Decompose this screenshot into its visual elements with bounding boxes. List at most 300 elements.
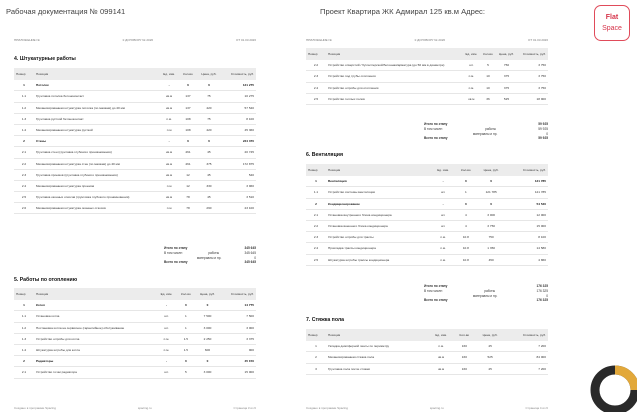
materials-label: материалы и пр.: [472, 131, 498, 136]
row-cost: 172 875: [221, 158, 256, 169]
row-unit: п.м.: [429, 341, 454, 352]
total-value: 59 925: [538, 122, 548, 126]
row-position: Грунтовка пола после стяжки: [326, 363, 429, 374]
materials-label: материалы и пр.: [196, 255, 222, 260]
estimate-table-heating-cont: [306, 48, 548, 105]
table-row: [14, 113, 256, 124]
row-cost: 7 200: [505, 363, 548, 374]
col-price: Цена, руб.: [496, 48, 518, 60]
row-position: Механизированная стяжка пола: [326, 352, 429, 363]
row-unit: п.м.: [462, 71, 480, 82]
row-number: 1.4: [14, 344, 34, 355]
table-row: [306, 341, 548, 352]
estimate-table-heating: [14, 288, 256, 379]
row-price: 0: [476, 198, 506, 209]
row-price: 375: [197, 158, 221, 169]
row-cost: 121 785: [506, 187, 548, 198]
table-row: [14, 344, 256, 355]
table-row: [14, 136, 256, 147]
page-meta: [14, 38, 256, 42]
row-cost: 121 785: [506, 176, 548, 187]
row-position: Стены: [34, 136, 159, 147]
section-title: 6. Вентиляция: [306, 152, 343, 158]
row-cost: 8 100: [506, 232, 548, 243]
row-qty: 10.8: [455, 232, 476, 243]
stage-totals: [164, 246, 256, 265]
table-row: [306, 363, 548, 374]
row-cost: 10 275: [221, 91, 256, 102]
row-price: 7 500: [195, 311, 220, 322]
row-unit: п.м: [159, 124, 179, 135]
table-row: [14, 102, 256, 113]
row-unit: п.м.: [156, 333, 177, 344]
total-label: Итого по этапу: [424, 284, 448, 288]
col-pos: Позиция: [34, 68, 159, 80]
row-number: 2.4: [14, 180, 34, 191]
meta-contract: К ДОГОВОРУ № 2026: [122, 38, 154, 42]
row-number: 2.4: [306, 243, 326, 254]
row-price: 3 000: [195, 367, 220, 378]
table-header: [14, 68, 256, 80]
row-position: Устройство теплых полов: [326, 93, 462, 104]
row-cost: 45 360: [221, 124, 256, 135]
table-row: [14, 300, 256, 311]
col-price: Цена, руб.: [476, 164, 506, 176]
row-price: 450: [476, 254, 506, 265]
logo-line2: Space: [602, 25, 622, 32]
row-number: 1: [14, 300, 34, 311]
row-position: Устройство штробы для котла: [34, 333, 156, 344]
row-price: 375: [496, 71, 518, 82]
row-qty: 108: [179, 124, 196, 135]
table-row: [14, 311, 256, 322]
row-qty: 160: [454, 363, 476, 374]
decorative-ring-icon: [585, 360, 637, 412]
row-unit: п.м.: [431, 232, 455, 243]
row-number: 1.1: [306, 187, 326, 198]
row-unit: кв.м: [429, 363, 454, 374]
row-price: 45: [197, 147, 221, 158]
row-qty: 12: [179, 180, 196, 191]
row-cost: 18 900: [517, 93, 548, 104]
row-position: Устройство системы вентиляции: [326, 187, 431, 198]
row-qty: 0: [179, 136, 196, 147]
table-row: [306, 220, 548, 231]
row-number: 2.5: [306, 254, 326, 265]
row-cost: 12 000: [506, 209, 548, 220]
table-row: [306, 352, 548, 363]
row-number: 2.1: [14, 147, 34, 158]
col-pos: Позиция: [326, 329, 429, 341]
row-price: 45: [197, 192, 221, 203]
materials-value: 0: [546, 131, 548, 136]
row-number: 1.4: [14, 124, 34, 135]
footer-credit: Создано в программе Spacing: [306, 406, 348, 410]
row-position: Механизированная штукатурка потолка (по маякам) до 40 мм: [34, 102, 159, 113]
col-pos: Позиция: [326, 164, 431, 176]
row-price: 330: [197, 180, 221, 191]
row-position: Устройство штробы для отопления: [326, 82, 462, 93]
table-row: [306, 93, 548, 104]
row-cost: 3 510: [221, 192, 256, 203]
row-cost: 3 000: [220, 322, 256, 333]
page-footer: [14, 406, 256, 410]
row-price: 1 350: [476, 243, 506, 254]
table-row: [306, 254, 548, 265]
row-unit: п.м.: [156, 344, 177, 355]
table-row: [14, 356, 256, 367]
col-cost: Стоимость, руб.: [221, 68, 256, 80]
row-number: 2.2: [14, 158, 34, 169]
footer-page: Страница 3 из 6: [233, 406, 256, 410]
row-cost: 15 000: [506, 220, 548, 231]
row-unit: п.м.: [431, 254, 455, 265]
footer-credit: Создано в программе Spacing: [14, 406, 56, 410]
meta-appendix: ПРИЛОЖЕНИЕ №: [306, 38, 332, 42]
row-qty: 160: [454, 352, 476, 363]
col-num: Номер: [306, 329, 326, 341]
col-price: Цена, руб.: [475, 329, 505, 341]
row-position: Прокладка трассы кондиционера: [326, 243, 431, 254]
row-cost: 7 500: [220, 311, 256, 322]
col-num: Номер: [14, 68, 34, 80]
row-price: 3 000: [476, 209, 506, 220]
row-cost: 3 960: [221, 180, 256, 191]
col-num: Номер: [306, 48, 326, 60]
table-header: [306, 164, 548, 176]
section-title: 5. Работы по отоплению: [14, 277, 78, 283]
table-row: [306, 187, 548, 198]
section-title: 7. Стяжка пола: [306, 317, 345, 323]
table-row: [306, 176, 548, 187]
row-cost: 7 200: [505, 341, 548, 352]
col-qty: Кол-во: [454, 329, 476, 341]
row-position: Штукатурка штробы трассы кондиционера: [326, 254, 431, 265]
row-unit: кв.м: [429, 352, 454, 363]
total-label: Итого по этапу: [424, 122, 448, 126]
total-label: Итого по этапу: [164, 246, 188, 250]
meta-appendix: ПРИЛОЖЕНИЕ №: [14, 38, 40, 42]
row-qty: 1: [177, 322, 195, 333]
col-unit: Ед. изм.: [159, 68, 179, 80]
row-unit: -: [431, 198, 455, 209]
row-price: 420: [197, 124, 221, 135]
row-number: 2: [306, 198, 326, 209]
row-qty: 461: [179, 147, 196, 158]
works-label: работы: [484, 288, 496, 293]
row-position: Радиаторы: [34, 356, 156, 367]
row-price: 525: [496, 93, 518, 104]
row-number: 1: [14, 80, 34, 91]
col-qty: Кол-во: [480, 48, 495, 60]
row-position: Механизированная штукатурка проемов: [34, 180, 159, 191]
row-position: Кондиционирование: [326, 198, 431, 209]
col-unit: Ед. изм.: [431, 164, 455, 176]
row-cost: 3 750: [517, 71, 548, 82]
materials-value: 0: [546, 293, 548, 298]
row-price: 45: [197, 169, 221, 180]
grand-total-label: Всего по этапу: [424, 298, 448, 303]
col-pos: Позиция: [326, 48, 462, 60]
row-number: 2: [14, 356, 34, 367]
grand-total-value: 345 645: [244, 260, 256, 265]
col-cost: Стоимость, руб.: [506, 164, 548, 176]
table-row: [14, 147, 256, 158]
row-number: 2.1: [14, 367, 34, 378]
grand-total-label: Всего по этапу: [424, 136, 448, 141]
row-unit: шт.: [431, 220, 455, 231]
row-cost: 20 745: [221, 147, 256, 158]
table-row: [306, 243, 548, 254]
row-number: 1.2: [14, 322, 34, 333]
row-unit: кв.м: [159, 169, 179, 180]
row-unit: -: [159, 136, 179, 147]
row-qty: 10: [480, 82, 495, 93]
table-row: [14, 322, 256, 333]
row-qty: 4: [455, 220, 476, 231]
row-price: 0: [197, 80, 221, 91]
row-price: 0: [476, 176, 506, 187]
total-value: 345 645: [244, 246, 256, 250]
grand-total-value: 59 925: [538, 136, 548, 141]
works-value: 345 645: [244, 250, 256, 255]
row-price: 3 000: [195, 322, 220, 333]
estimate-table-plaster: [14, 68, 256, 214]
row-unit: шт.: [462, 60, 480, 71]
table-row: [14, 80, 256, 91]
row-number: 1: [306, 341, 326, 352]
row-unit: п.м.: [159, 113, 179, 124]
row-position: Механизированная штукатурка стен (по маякам) до 40 мм: [34, 158, 159, 169]
row-cost: 900: [220, 344, 256, 355]
row-number: 2.3: [306, 232, 326, 243]
row-position: Грунтовка потолка бетоноконтакт: [34, 91, 159, 102]
row-number: 2.4: [306, 82, 326, 93]
row-cost: 57 540: [221, 102, 256, 113]
row-position: Вентиляция: [326, 176, 431, 187]
row-unit: -: [431, 176, 455, 187]
row-number: 2.6: [14, 203, 34, 214]
row-number: 2.3: [14, 169, 34, 180]
row-position: Штукатурка штробы для котла: [34, 344, 156, 355]
row-cost: 54 540: [506, 198, 548, 209]
row-position: Укладка демпферной ленты по периметру: [326, 341, 429, 352]
row-position: Потолок: [34, 80, 159, 91]
row-cost: 121 275: [221, 80, 256, 91]
row-price: 0: [195, 300, 220, 311]
works-label: работы: [485, 126, 496, 131]
row-qty: 0: [455, 176, 476, 187]
row-position: Устройство точки радиатора: [34, 367, 156, 378]
table-row: [14, 169, 256, 180]
row-number: 2.3: [306, 71, 326, 82]
row-number: 1.2: [14, 102, 34, 113]
row-position: Механизированная штукатурка русткой: [34, 124, 159, 135]
row-position: Установка котла: [34, 311, 156, 322]
row-qty: 0: [455, 198, 476, 209]
row-qty: 10.8: [455, 243, 476, 254]
col-cost: Стоимость, руб.: [517, 48, 548, 60]
document-number-title: Рабочая документация № 099141: [6, 7, 126, 16]
meta-date: ОТ 01.03.2026: [235, 38, 256, 42]
row-qty: 10: [480, 71, 495, 82]
row-position: Механизированная штукатурка оконных откосов: [34, 203, 159, 214]
row-qty: 137: [179, 102, 196, 113]
row-unit: шт.: [156, 322, 177, 333]
works-value: 59 925: [538, 126, 548, 131]
row-position: Котел: [34, 300, 156, 311]
row-position: Установка внешнего блока кондиционера: [326, 220, 431, 231]
row-qty: 78: [179, 203, 196, 214]
row-cost: 15 000: [220, 367, 256, 378]
section-title: 4. Штукатурные работы: [14, 56, 76, 62]
incl-label: В том числе:: [424, 126, 443, 131]
row-cost: 14 580: [506, 243, 548, 254]
row-position: Установка внутреннего блока кондиционера: [326, 209, 431, 220]
col-pos: Позиция: [34, 288, 156, 300]
row-price: 75: [197, 91, 221, 102]
row-unit: шт.: [156, 367, 177, 378]
grand-total-label: Всего по этапу: [164, 260, 188, 265]
row-cost: 45 150: [220, 356, 256, 367]
row-number: 1.3: [14, 333, 34, 344]
row-unit: п.м.: [462, 82, 480, 93]
stage-totals: [424, 284, 548, 303]
row-price: 45: [475, 341, 505, 352]
row-cost: 14 775: [220, 300, 256, 311]
row-price: 750: [496, 60, 518, 71]
row-qty: 5: [480, 60, 495, 71]
row-price: 290: [197, 203, 221, 214]
table-row: [306, 209, 548, 220]
project-title: Проект Квартира ЖК Адмирал 125 кв.м Адрес:: [320, 7, 485, 16]
works-label: работы: [208, 250, 220, 255]
row-cost: 540: [221, 169, 256, 180]
footer-page: Страница 4 из 6: [525, 406, 548, 410]
row-qty: 0: [179, 80, 196, 91]
row-number: 1.1: [14, 91, 34, 102]
row-qty: 160: [454, 341, 476, 352]
table-header: [306, 329, 548, 341]
stage-totals: [424, 122, 548, 141]
row-unit: п.м: [159, 180, 179, 191]
footer-site: spacing.ru: [137, 406, 152, 410]
table-row: [14, 124, 256, 135]
row-unit: шт.: [431, 209, 455, 220]
row-position: Устройство штробы для трассы: [326, 232, 431, 243]
row-number: 1.1: [14, 311, 34, 322]
materials-value: 0: [254, 255, 256, 260]
col-qty: Кол-во: [179, 68, 196, 80]
row-price: 0: [197, 136, 221, 147]
col-price: Цена, руб.: [195, 288, 220, 300]
row-cost: 224 370: [221, 136, 256, 147]
row-price: 121 785: [476, 187, 506, 198]
row-qty: 1: [455, 187, 476, 198]
row-unit: кв.м: [462, 93, 480, 104]
materials-label: материалы и пр.: [472, 293, 498, 298]
row-number: 1.3: [14, 113, 34, 124]
meta-date: ОТ 01.03.2026: [527, 38, 548, 42]
row-position: Постановка котла на сервисное (гарантийное) обслуживание: [34, 322, 156, 333]
table-row: [306, 60, 548, 71]
incl-label: В том числе:: [164, 250, 183, 255]
table-row: [14, 91, 256, 102]
row-unit: кв.м: [159, 102, 179, 113]
row-cost: 84 000: [505, 352, 548, 363]
page-footer: [306, 406, 548, 410]
row-unit: шт.: [156, 311, 177, 322]
row-qty: 12: [179, 169, 196, 180]
table-row: [306, 82, 548, 93]
row-price: 45: [475, 363, 505, 374]
footer-site: spacing.ru: [429, 406, 444, 410]
col-unit: Ед. изм.: [156, 288, 177, 300]
row-position: Грунтовка проемов (грунтовка глубокого проникновения): [34, 169, 159, 180]
row-qty: 1.5: [177, 333, 195, 344]
row-qty: 0: [177, 356, 195, 367]
row-cost: 23 100: [221, 203, 256, 214]
row-unit: -: [156, 356, 177, 367]
meta-contract: К ДОГОВОРУ № 2026: [414, 38, 446, 42]
row-qty: 10.8: [455, 254, 476, 265]
row-number: 3: [306, 363, 326, 374]
col-qty: Кол-во: [177, 288, 195, 300]
row-price: 525: [475, 352, 505, 363]
logo-line1: Flat: [605, 14, 619, 21]
row-qty: 461: [179, 158, 196, 169]
table-header: [14, 288, 256, 300]
row-unit: шт.: [431, 187, 455, 198]
row-unit: п.м.: [431, 243, 455, 254]
flat-space-logo[interactable]: [594, 5, 630, 41]
table-row: [306, 232, 548, 243]
row-cost: 8 100: [221, 113, 256, 124]
row-qty: 5: [177, 367, 195, 378]
row-unit: -: [156, 300, 177, 311]
estimate-table-screed: [306, 329, 548, 375]
row-number: 2.2: [306, 60, 326, 71]
col-cost: Стоимость, руб.: [220, 288, 256, 300]
row-number: 2.5: [306, 93, 326, 104]
row-number: 2: [306, 352, 326, 363]
row-unit: кв.м: [159, 192, 179, 203]
row-position: Грунтовка оконных откосов (грунтовка глубокого проникновения): [34, 192, 159, 203]
row-qty: 137: [179, 91, 196, 102]
row-number: 2.1: [306, 209, 326, 220]
row-position: Устройство под трубы отопления: [326, 71, 462, 82]
col-num: Номер: [306, 164, 326, 176]
row-number: 2.2: [306, 220, 326, 231]
table-row: [14, 180, 256, 191]
row-position: Грунтовка стен (грунтовка глубокого проникновения): [34, 147, 159, 158]
row-price: 75: [197, 113, 221, 124]
row-cost: 4 860: [506, 254, 548, 265]
row-cost: 3 750: [517, 82, 548, 93]
row-unit: -: [159, 80, 179, 91]
table-header: [306, 48, 548, 60]
row-cost: 3 375: [220, 333, 256, 344]
row-price: 420: [197, 102, 221, 113]
estimate-page-left: [8, 34, 262, 414]
col-unit: Ед. изм.: [429, 329, 454, 341]
row-unit: п.м: [159, 203, 179, 214]
page-meta: [306, 38, 548, 42]
row-qty: 1: [177, 311, 195, 322]
row-qty: 78: [179, 192, 196, 203]
incl-label: В том числе:: [424, 288, 443, 293]
row-qty: 108: [179, 113, 196, 124]
